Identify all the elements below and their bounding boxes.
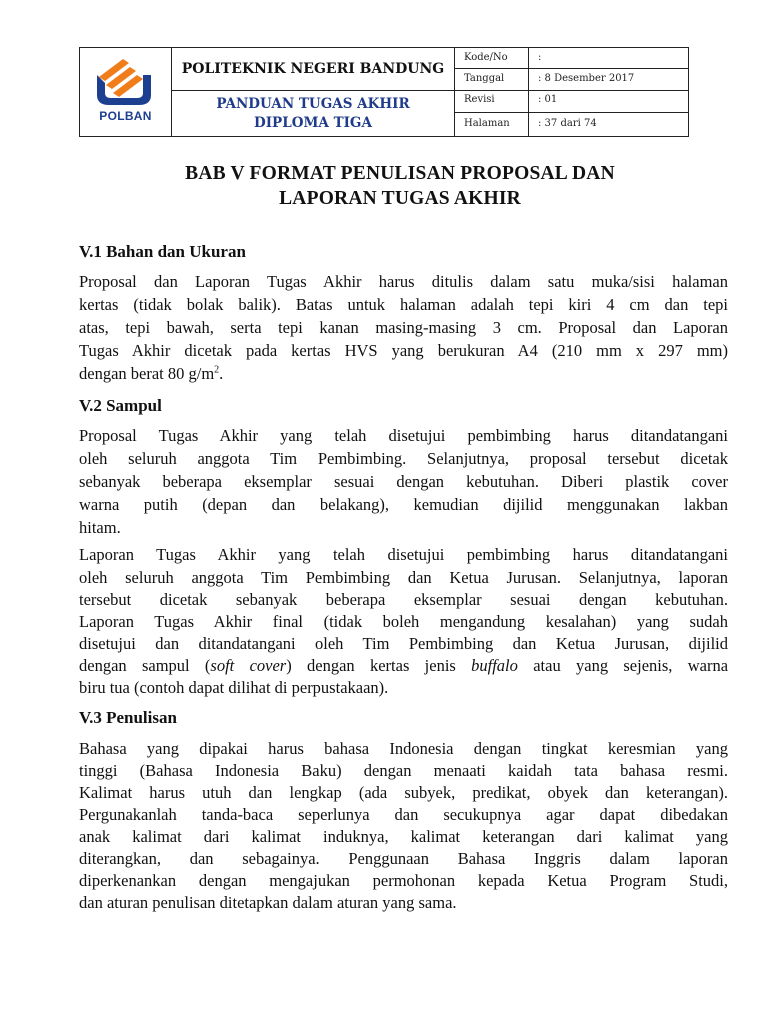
paragraph-line: tersebut dicetak sebanyak beberapa eksemplar sesuai dengan kebutuhan. [79,590,728,609]
text-run: dengan berat 80 g/m [79,364,215,383]
meta-key-revisi: Revisi [464,94,495,105]
polban-logo [80,48,171,136]
paragraph-line: kertas (tidak bolak balik). Batas untuk halaman adalah tepi kiri 4 cm dan tepi [79,295,728,314]
paragraph-line: Proposal Tugas Akhir yang telah disetujui pembimbing harus ditandatangani [79,426,728,445]
institution-name: POLITEKNIK NEGERI BANDUNG [181,61,445,77]
paragraph-line: Proposal dan Laporan Tugas Akhir harus ditulis dalam satu muka/sisi halaman [79,272,728,291]
paragraph-line [79,655,728,677]
italic-term: buffalo [471,656,518,675]
meta-value-revisi: : 01 [538,94,558,105]
meta-key-tanggal: Tanggal [464,73,505,84]
paragraph-line [79,363,728,385]
paragraph-line: diterangkan, dan sebagainya. Penggunaan Bahasa Inggris dalam laporan [79,849,728,868]
paragraph-line: Bahasa yang dipakai harus bahasa Indonesia dengan tingkat keresmian yang [79,739,728,758]
meta-key-halaman: Halaman [464,118,510,129]
paragraph-line: atas, tepi bawah, serta tepi kanan masing-masing 3 cm. Proposal dan Laporan [79,318,728,337]
paragraph-line: Pergunakanlah tanda-baca seperlunya dan secukupnya agar dapat dibedakan [79,805,728,824]
paragraph-line: tinggi (Bahasa Indonesia Baku) dengan menaati kaidah tata bahasa resmi. [79,761,728,780]
meta-value-halaman: : 37 dari 74 [538,118,597,129]
text-run: dengan sampul ( [79,656,211,675]
polban-logo-icon [93,55,155,107]
paragraph-line: oleh seluruh anggota Tim Pembimbing dan Ketua Jurusan. Selanjutnya, laporan [79,568,728,587]
meta-value-tanggal: : 8 Desember 2017 [538,73,635,84]
meta-value-kode: : [538,52,542,63]
text-run: ) dengan kertas jenis [286,656,472,675]
superscript: 2 [214,364,220,376]
paragraph-line: oleh seluruh anggota Tim Pembimbing. Selanjutnya, proposal tersebut dicetak [79,449,728,468]
chapter-title-line1: BAB V FORMAT PENULISAN PROPOSAL DAN [185,163,615,184]
meta-key-kode: Kode/No [464,52,508,63]
text-run: . [219,364,224,383]
paragraph-line: dan aturan penulisan ditetapkan dalam aturan yang sama. [79,893,457,912]
logo-text: POLBAN [99,109,152,123]
section-heading-v3: V.3 Penulisan [79,708,177,727]
paragraph-line: Laporan Tugas Akhir final (tidak boleh mengandung kesalahan) yang sudah [79,612,728,631]
paragraph-line: Kalimat harus utuh dan lengkap (ada subyek, predikat, obyek dan keterangan). [79,783,728,802]
italic-term: soft cover [210,656,287,675]
document-name [172,91,454,137]
document-name-line2: DIPLOMA TIGA [254,115,372,131]
paragraph-line: anak kalimat dari kalimat induknya, kalimat keterangan dari kalimat yang [79,827,728,846]
paragraph-line: disetujui dan ditandatangani oleh Tim Pembimbing dan Ketua Jurusan, dijilid [79,634,728,653]
paragraph-line: warna putih (depan dan belakang), kemudian dijilid menggunakan lakban [79,495,728,514]
paragraph-line: sebanyak beberapa eksemplar sesuai dengan kebutuhan. Diberi plastik cover [79,472,728,491]
chapter-title [100,161,700,211]
paragraph-line: Tugas Akhir dicetak pada kertas HVS yang berukuran A4 (210 mm x 297 mm) [79,341,728,360]
document-header-table [79,47,689,137]
chapter-title-line2: LAPORAN TUGAS AKHIR [279,188,521,209]
text-run: atau yang sejenis, warna [517,656,729,675]
paragraph-line: diperkenankan dengan mengajukan permohonan kepada Ketua Program Studi, [79,871,728,890]
paragraph-line: hitam. [79,518,121,537]
section-heading-v1: V.1 Bahan dan Ukuran [79,242,246,261]
paragraph-line: biru tua (contoh dapat dilihat di perpustakaan). [79,678,389,697]
section-heading-v2: V.2 Sampul [79,396,162,415]
paragraph-line: Laporan Tugas Akhir yang telah disetujui pembimbing harus ditandatangani [79,545,728,564]
document-name-line1: PANDUAN TUGAS AKHIR [216,96,410,112]
